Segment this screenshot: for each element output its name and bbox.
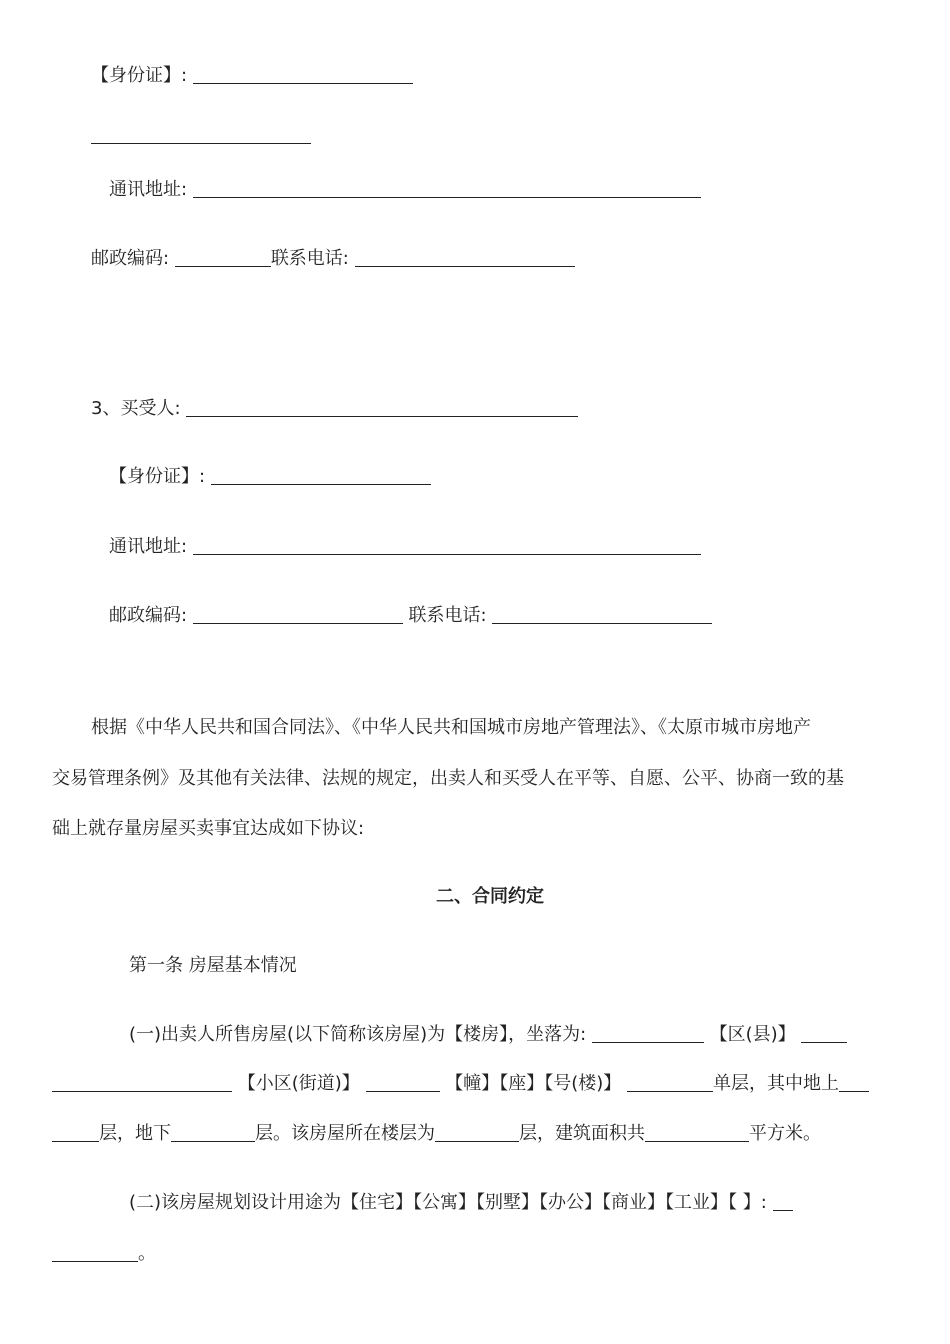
buyer-address-field[interactable] (193, 536, 701, 555)
floors-below-field[interactable] (171, 1123, 255, 1142)
seller-address-label: 通讯地址: (109, 179, 188, 200)
floor-level-field[interactable] (435, 1123, 519, 1142)
seller-postcode-label: 邮政编码: (91, 248, 170, 269)
seller-id-row (91, 64, 413, 88)
district-field[interactable] (801, 1024, 847, 1043)
p1-line1-text-a: (一)出卖人所售房屋(以下简称该房屋)为【楼房】，坐落为: (129, 1024, 587, 1045)
article-1-p2-line-1 (129, 1191, 793, 1215)
buyer-address-row (109, 535, 701, 559)
floor-area-field[interactable] (645, 1123, 749, 1142)
district-field-2[interactable] (52, 1073, 232, 1092)
seller-id-continuation-row (91, 124, 311, 148)
p1-line3-text-b: 层。该房屋所在楼层为 (255, 1123, 435, 1144)
p1-line3-text-a: 层，地下 (99, 1123, 171, 1144)
floors-above-field[interactable] (839, 1073, 869, 1092)
article-1-title: 第一条 房屋基本情况 (129, 955, 297, 976)
buyer-contact-row (109, 604, 712, 628)
p1-line2-text-a: 【小区(街道)】 (237, 1073, 360, 1094)
buyer-label: 3、买受人: (91, 398, 181, 419)
buyer-name-field[interactable] (186, 398, 578, 417)
seller-phone-label: 联系电话: (270, 248, 349, 269)
p1-line3-text-c: 层，建筑面积共 (519, 1123, 645, 1144)
location-field[interactable] (592, 1024, 704, 1043)
p1-line2-text-c: 单层，其中地上 (713, 1073, 840, 1094)
seller-contact-row (91, 247, 575, 271)
preamble-line-3: 础上就存量房屋买卖事宜达成如下协议: (52, 818, 365, 839)
p1-line3-text-d: 平方米。 (749, 1123, 821, 1144)
buyer-postcode-field[interactable] (193, 605, 403, 624)
usage-field[interactable] (773, 1192, 793, 1211)
seller-address-field[interactable] (193, 179, 701, 198)
seller-postcode-field[interactable] (175, 248, 271, 267)
p2-line1-text: (二)该房屋规划设计用途为【住宅】【公寓】【别墅】【办公】【商业】【工业】【 】: (129, 1192, 767, 1213)
buyer-postcode-label: 邮政编码: (109, 605, 188, 626)
buyer-id-row (109, 465, 431, 489)
preamble-line-1: 根据《中华人民共和国合同法》、《中华人民共和国城市房地产管理法》、《太原市城市房地产 (91, 717, 811, 738)
building-number-field[interactable] (627, 1073, 713, 1092)
community-field[interactable] (366, 1073, 440, 1092)
buyer-id-field[interactable] (211, 466, 431, 485)
p1-line2-text-b: 【幢】【座】【号(楼)】 (445, 1073, 622, 1094)
preamble-line-2: 交易管理条例》及其他有关法律、法规的规定，出卖人和买受人在平等、自愿、公平、协商一致的基 (52, 768, 844, 789)
article-1-p1-line-1 (129, 1023, 847, 1047)
buyer-row (91, 397, 578, 421)
floors-above-field-2[interactable] (52, 1123, 99, 1142)
buyer-id-label: 【身份证】: (109, 466, 206, 487)
p1-line1-text-b: 【区(县)】 (709, 1024, 796, 1045)
seller-phone-field[interactable] (355, 248, 575, 267)
seller-id-field-2[interactable] (91, 125, 311, 144)
usage-field-2[interactable] (52, 1243, 138, 1262)
article-1-p1-line-2 (52, 1072, 869, 1096)
seller-id-field[interactable] (193, 65, 413, 84)
seller-address-row (109, 178, 701, 202)
buyer-phone-field[interactable] (492, 605, 712, 624)
article-1-p2-line-2 (52, 1242, 156, 1266)
buyer-phone-label: 联系电话: (408, 605, 487, 626)
section-title: 二、合同约定 (436, 886, 544, 907)
buyer-address-label: 通讯地址: (109, 536, 188, 557)
p2-line2-end: 。 (138, 1243, 156, 1264)
article-1-p1-line-3 (52, 1122, 821, 1146)
seller-id-label: 【身份证】: (91, 65, 188, 86)
